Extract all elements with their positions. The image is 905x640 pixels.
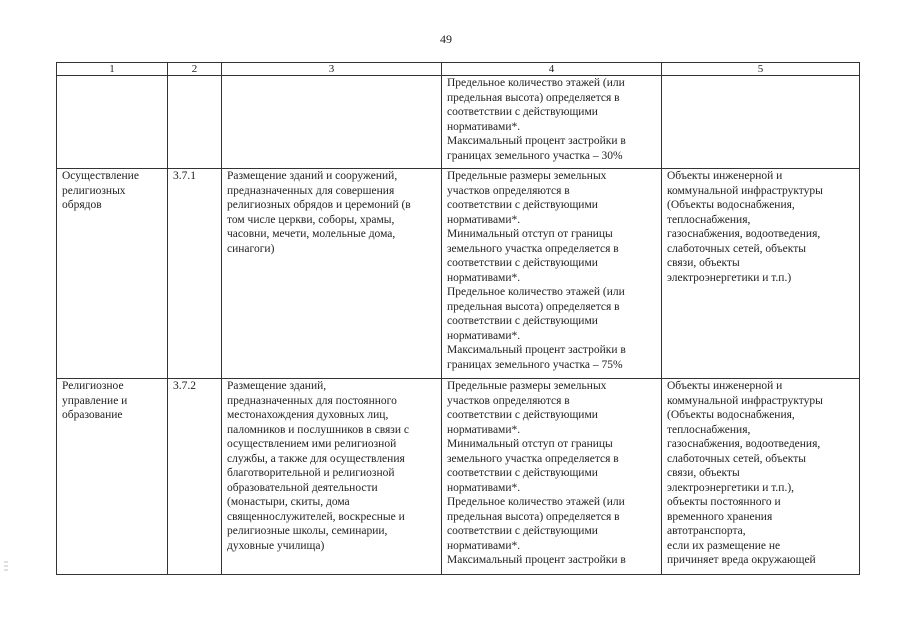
cell-parameters [442,379,662,575]
cell-line: соответствии с действующими [447,315,598,327]
cell-parameters [442,169,662,379]
cell-line: Размещение зданий и сооружений, [227,170,398,182]
cell-line: Предельное количество этажей (или [447,77,625,89]
cell-line: Предельные размеры земельных [447,170,607,182]
margin-tick-marks [4,560,8,574]
cell-line: Объекты инженерной и [667,380,783,392]
cell-line: нормативами*. [447,213,521,226]
cell-line: предельная высота) определяется в [447,510,620,523]
cell-line: границах земельного участка – 75% [447,358,623,371]
cell-line: земельного участка определяется в [447,242,619,255]
column-header-2: 2 [168,63,222,76]
cell-line: (монастыри, скиты, дома [227,496,350,508]
cell-line: электроэнергетики и т.п.), [667,481,795,494]
cell-line: Минимальный отступ от границы [447,438,613,450]
cell-description [222,169,442,379]
cell-line: соответствии с действующими [447,106,598,118]
cell-line: том числе церкви, соборы, храмы, [227,213,395,226]
cell-line: образовательной деятельности [227,481,378,494]
header-row [57,63,860,76]
cell-line: связи, объекты [667,467,740,479]
table-row [57,76,860,169]
cell-line: теплоснабжения, [667,213,751,226]
cell-line: участков определяются в [447,394,570,407]
cell-line: Максимальный процент застройки в [447,344,626,356]
cell-line: временного хранения [667,510,773,523]
cell-line: осуществлением ими религиозной [227,438,397,450]
cell-line: предназначенных для постоянного [227,394,397,407]
cell-line: нормативами*. [447,423,521,436]
cell-line: 3.7.1 [173,170,196,182]
cell-line: связи, объекты [667,257,740,269]
cell-line: Осуществление [62,170,139,182]
cell-line: слаботочных сетей, объекты [667,242,806,255]
cell-line: газоснабжения, водоотведения, [667,228,821,240]
cell-line: автотранспорта, [667,525,746,537]
cell-line: Минимальный отступ от границы [447,228,613,240]
cell-line: нормативами*. [447,539,521,552]
cell-line: участков определяются в [447,184,570,197]
cell-line: Объекты инженерной и [667,170,783,182]
cell-code [168,76,222,169]
table-row [57,169,860,379]
cell-line: слаботочных сетей, объекты [667,452,806,465]
cell-name [57,379,168,575]
cell-line: обрядов [62,199,102,211]
cell-objects [662,169,860,379]
cell-line: службы, а также для осуществления [227,452,405,465]
column-header-5: 5 [662,63,860,76]
zoning-table [56,62,860,575]
cell-line: электроэнергетики и т.п.) [667,271,792,284]
cell-line: Религиозное [62,380,124,392]
cell-code [168,169,222,379]
cell-line: Размещение зданий, [227,380,327,392]
cell-line: духовные училища) [227,539,325,552]
cell-line: религиозных обрядов и церемоний (в [227,199,411,211]
cell-line: управление и [62,394,128,407]
cell-line: нормативами*. [447,481,521,494]
cell-line: Максимальный процент застройки в [447,135,626,147]
cell-line: объекты постоянного и [667,496,781,508]
cell-line: синагоги) [227,242,275,255]
column-header-4: 4 [442,63,662,76]
cell-line: предельная высота) определяется в [447,91,620,104]
cell-description [222,379,442,575]
cell-line: нормативами*. [447,120,521,133]
cell-line: соответствии с действующими [447,257,598,269]
cell-line: соответствии с действующими [447,199,598,211]
cell-line: соответствии с действующими [447,525,598,537]
cell-line: соответствии с действующими [447,467,598,479]
cell-description [222,76,442,169]
cell-objects [662,379,860,575]
cell-line: предельная высота) определяется в [447,300,620,313]
cell-line: образование [62,409,123,421]
cell-line: теплоснабжения, [667,423,751,436]
cell-line: газоснабжения, водоотведения, [667,438,821,450]
cell-line: Максимальный процент застройки в [447,554,626,566]
cell-line: священнослужителей, воскресные и [227,510,405,523]
cell-line: 3.7.2 [173,380,196,392]
cell-line: границах земельного участка – 30% [447,149,623,162]
cell-line: земельного участка определяется в [447,452,619,465]
cell-line: нормативами*. [447,271,521,284]
cell-name [57,169,168,379]
cell-line: благотворительной и религиозной [227,467,395,479]
cell-line: Предельное количество этажей (или [447,496,625,508]
cell-name [57,76,168,169]
cell-line: если их размещение не [667,539,781,552]
cell-line: (Объекты водоснабжения, [667,199,795,211]
cell-line: предназначенных для совершения [227,184,395,197]
cell-line: паломников и послушников в связи с [227,423,409,436]
cell-line: местонахождения духовных лиц, [227,409,389,421]
cell-line: коммунальной инфраструктуры [667,394,823,407]
column-header-3: 3 [222,63,442,76]
cell-line: часовни, мечети, молельные дома, [227,228,396,240]
column-header-1: 1 [57,63,168,76]
margin-mark [4,560,8,576]
cell-objects [662,76,860,169]
cell-line: коммунальной инфраструктуры [667,184,823,197]
cell-code [168,379,222,575]
cell-line: религиозных [62,184,126,197]
cell-line: причиняет вреда окружающей [667,554,816,566]
cell-line: (Объекты водоснабжения, [667,409,795,421]
cell-line: Предельное количество этажей (или [447,286,625,298]
table-row [57,379,860,575]
cell-line: Предельные размеры земельных [447,380,607,392]
cell-line: соответствии с действующими [447,409,598,421]
cell-line: нормативами*. [447,329,521,342]
page-number: 49 [440,32,452,46]
cell-line: религиозные школы, семинарии, [227,525,388,537]
cell-parameters [442,76,662,169]
